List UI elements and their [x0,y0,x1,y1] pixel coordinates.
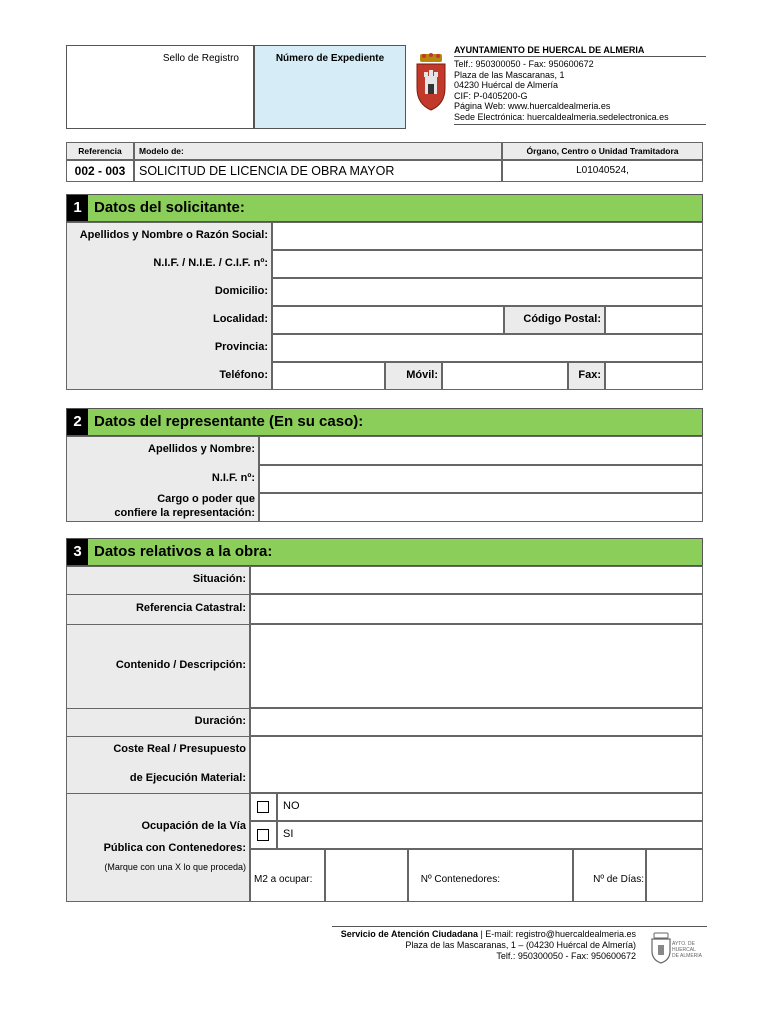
s1-nif-input[interactable] [272,250,703,278]
s3-row-divider [66,594,250,595]
ref-label-cell [66,142,134,160]
org-line: Telf.: 950300050 - Fax: 950600672 [454,59,594,69]
s3-no-option-cell [277,793,703,821]
s1-fax-label: Fax: [578,369,601,381]
coat-of-arms-logo [414,52,448,112]
section2-header [66,408,703,436]
s1-label-column [66,222,272,390]
s2-nif-input[interactable] [259,465,703,493]
organo-value: L01040524, [576,165,629,176]
footer-email: | E-mail: registro@huercaldealmeria.es [477,929,636,939]
org-line: CIF: P-0405200-G [454,90,528,101]
org-line: Sede Electrónica: huercaldealmeria.sedelectronica.es [454,112,706,125]
s3-contenedores-label: Nº Contenedores: [420,874,500,885]
s3-contenedores-input[interactable] [503,849,573,902]
modelo-label: Modelo de: [139,146,184,156]
s3-ocupacion-label-2: Pública con Contenedores: [103,842,246,854]
s1-localidad-label: Localidad: [212,313,268,325]
s1-localidad-input[interactable] [272,306,504,334]
footer-logo-line: AYTO. DE [672,941,695,947]
s1-domicilio-input[interactable] [272,278,703,306]
modelo-value-cell [134,160,502,182]
s3-coste-input[interactable] [250,736,703,793]
s1-movil-input[interactable] [442,362,568,390]
ref-value-cell [66,160,134,182]
numero-expediente-label: Número de Expediente [275,53,385,64]
ref-value: 002 - 003 [74,164,126,178]
s2-nif-label: N.I.F. nº: [211,472,255,484]
s3-row-divider [66,793,250,794]
footer-text [300,929,636,962]
s3-duracion-input[interactable] [250,708,703,736]
s3-row-divider [66,624,250,625]
s1-telefono-input[interactable] [272,362,385,390]
s3-coste-label-2: de Ejecución Material: [129,772,246,784]
s1-provincia-input[interactable] [272,334,703,362]
org-line: Página Web: www.huercaldealmeria.es [454,101,611,112]
footer-service: Servicio de Atención Ciudadana [340,929,478,939]
footer-address: Plaza de las Mascaranas, 1 – (04230 Huércal de Almería) [405,940,636,950]
footer-logo [650,932,706,966]
s3-ocupacion-label-1: Ocupación de la Vía [141,820,246,832]
s3-duracion-label: Duración: [194,715,246,727]
s1-apellidos-label: Apellidos y Nombre o Razón Social: [79,229,268,241]
s3-marque-note: (Marque con una X lo que proceda) [104,862,246,872]
footer-logo-text [672,941,702,959]
footer-service-line [300,929,636,940]
s1-telefono-label: Teléfono: [219,369,268,381]
sello-registro-label: Sello de Registro [162,53,239,64]
s3-si-checkbox[interactable] [257,829,269,841]
s3-no-label: NO [283,800,300,812]
org-line: 04230 Huércal de Almería [454,80,559,91]
section1-title: Datos del solicitante: [94,199,245,216]
organo-label-cell [502,142,703,160]
section1-header [66,194,703,222]
section3-number: 3 [67,539,88,565]
footer-logo-line: HUERCAL [672,947,696,953]
sello-registro-box [66,45,254,129]
section3-title: Datos relativos a la obra: [94,543,273,560]
footer-logo-line: DE ALMERIA [672,953,703,959]
organo-label: Órgano, Centro o Unidad Tramitadora [526,146,679,156]
s1-cp-label: Código Postal: [523,313,601,325]
s3-row-divider [66,736,250,737]
footer-divider [332,926,707,927]
s1-provincia-label: Provincia: [214,341,268,353]
s3-si-option-cell [277,821,703,849]
s3-contenido-label: Contenido / Descripción: [115,659,246,671]
section1-number: 1 [67,195,88,221]
s1-nif-label: N.I.F. / N.I.E. / C.I.F. nº: [153,257,268,269]
s3-dias-label: Nº de Días: [593,874,644,885]
organization-info [454,45,706,125]
s3-situacion-label: Situación: [192,573,246,585]
s3-catastral-label: Referencia Catastral: [135,602,246,614]
s3-si-label: SI [283,828,294,840]
s2-cargo-label-2: confiere la representación: [114,507,255,519]
s2-apellidos-input[interactable] [259,436,703,465]
s3-dias-input[interactable] [646,849,703,902]
s3-situacion-input[interactable] [250,566,703,594]
s1-cp-input[interactable] [605,306,703,334]
s1-fax-input[interactable] [605,362,703,390]
s2-cargo-input[interactable] [259,493,703,522]
numero-expediente-box[interactable] [254,45,406,129]
s3-m2-label: M2 a ocupar: [254,874,313,885]
footer-phone: Telf.: 950300050 - Fax: 950600672 [496,951,636,961]
section3-header [66,538,703,566]
s1-domicilio-label: Domicilio: [214,285,268,297]
organo-value-cell [502,160,703,182]
modelo-value: SOLICITUD DE LICENCIA DE OBRA MAYOR [139,164,395,178]
organization-name: AYUNTAMIENTO DE HUERCAL DE ALMERIA [454,45,706,57]
modelo-label-cell [134,142,502,160]
s3-coste-label-1: Coste Real / Presupuesto [113,743,246,755]
s1-movil-label: Móvil: [406,369,438,381]
s3-contenido-input[interactable] [250,624,703,708]
ref-label: Referencia [78,146,122,156]
s3-row-divider [66,708,250,709]
section2-title: Datos del representante (En su caso): [94,413,364,430]
s3-m2-input[interactable] [325,849,408,902]
s2-cargo-label-1: Cargo o poder que [157,493,255,505]
section2-number: 2 [67,409,88,435]
org-line: Plaza de las Mascaranas, 1 [454,69,565,80]
s2-apellidos-label: Apellidos y Nombre: [148,443,255,455]
s3-catastral-input[interactable] [250,594,703,624]
s3-no-checkbox[interactable] [257,801,269,813]
s1-apellidos-input[interactable] [272,222,703,250]
